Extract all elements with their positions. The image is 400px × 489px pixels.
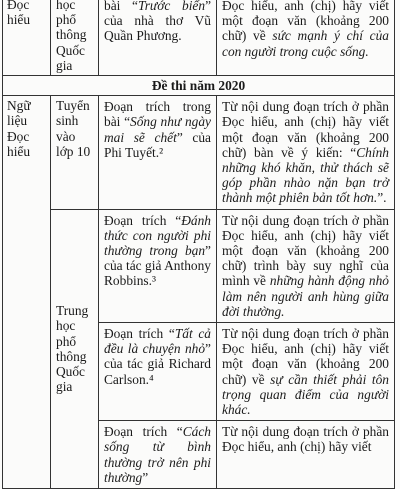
cell-exam-level: học phổ thông Quốc gia: [51, 0, 99, 76]
cell-essay-prompt: Đọc hiểu, anh (chị) hãy viết một đoạn văn (khoảng 200 chữ) về sức mạnh ý chí của con người trong cuộc sống.: [217, 0, 395, 76]
table-row-2019: [3, 0, 395, 76]
cell-source-text: Đoạn trích trong bài “Sống như ngày mai sẽ chết” của Phi Tuyết.²: [99, 96, 217, 209]
cell-source-text: bài “Trước biển” của nhà thơ Vũ Quần Phương.: [99, 0, 217, 76]
year-title: Đề thi năm 2020: [3, 76, 395, 96]
year-header-row: [3, 76, 395, 96]
cell-essay-prompt: Từ nội dung đoạn trích ở phần Đọc hiểu, anh (chị) hãy viết một đoạn văn (khoảng 200 chữ) về sự cần thiết phải tôn trọng quan điểm của người khác.: [217, 323, 395, 400]
cell-section-type: Đọc hiểu: [3, 0, 51, 76]
cell-section-type: Ngữ liệu Đọc hiểu: [3, 96, 51, 400]
cell-exam-level: Trung học phổ thông Quốc gia: [51, 209, 99, 400]
cell-exam-level: Tuyển sinh vào lớp 10: [51, 96, 99, 209]
exam-table: Đọc hiểu học phổ thông Quốc gia bài “Trước biển” của nhà thơ Vũ Quần Phương. Đọc hiểu, anh (chị) hãy viết một đoạn văn (khoảng 200 chữ) về sức mạnh ý chí của con người trong cuộc sống. Đề thi năm 2020 Ngữ liệu Đọc hiểu Tuyển sinh vào lớp 10 Đoạn trích trong bài “Sống như ngày mai sẽ chết” của Phi Tuyết.² Từ nội dung đoạn trích ở phần Đọc hiểu, anh (chị) hãy viết một đoạn văn (khoảng 200 chữ) bàn về ý kiến: “Chính những khó khăn, thử thách sẽ góp phần nhào nặn bạn trở thành một phiên bản tốt hơn.”. Trung học phổ thông Quốc gia Đoạn trích “Đánh thức con người phi thường trong bạn” của tác giả Anthony Robbins.³ Từ nội dung đoạn trích ở phần Đọc hiểu, anh (chị) hãy viết một đoạn văn (khoảng 200 chữ) trình bày suy nghĩ của mình về những hành động nhỏ làm nên người anh hùng giữa đời thường. Đoạn trích “Tất cả đều là chuyện nhỏ” của tác giả Richard Carlson.⁴ Từ nội dung đoạn trích ở phần Đọc hiểu, anh (chị) hãy viết một đoạn văn (khoảng 200 chữ) về sự cần thiết phải tôn trọng quan điểm của người khác. Đoạn trích “Cách sống từ bình thường trở nên phi thường” Từ nội dung đoạn trích ở phần Đọc hiểu, anh (chị) hãy viết: [2, 0, 395, 400]
cell-essay-prompt: Từ nội dung đoạn trích ở phần Đọc hiểu, anh (chị) hãy viết một đoạn văn (khoảng 200 chữ) trình bày suy nghĩ của mình về những hành động nhỏ làm nên người anh hùng giữa đời thường.: [217, 209, 395, 322]
cell-source-text: Đoạn trích “Đánh thức con người phi thường trong bạn” của tác giả Anthony Robbins.³: [99, 209, 217, 322]
table-row: [3, 96, 395, 209]
cell-essay-prompt: Từ nội dung đoạn trích ở phần Đọc hiểu, anh (chị) hãy viết một đoạn văn (khoảng 200 chữ) bàn về ý kiến: “Chính những khó khăn, thử thách sẽ góp phần nhào nặn bạn trở thành một phiên bản tốt hơn.”.: [217, 96, 395, 209]
cell-source-text: Đoạn trích “Tất cả đều là chuyện nhỏ” của tác giả Richard Carlson.⁴: [99, 323, 217, 400]
table-row: [3, 209, 395, 322]
